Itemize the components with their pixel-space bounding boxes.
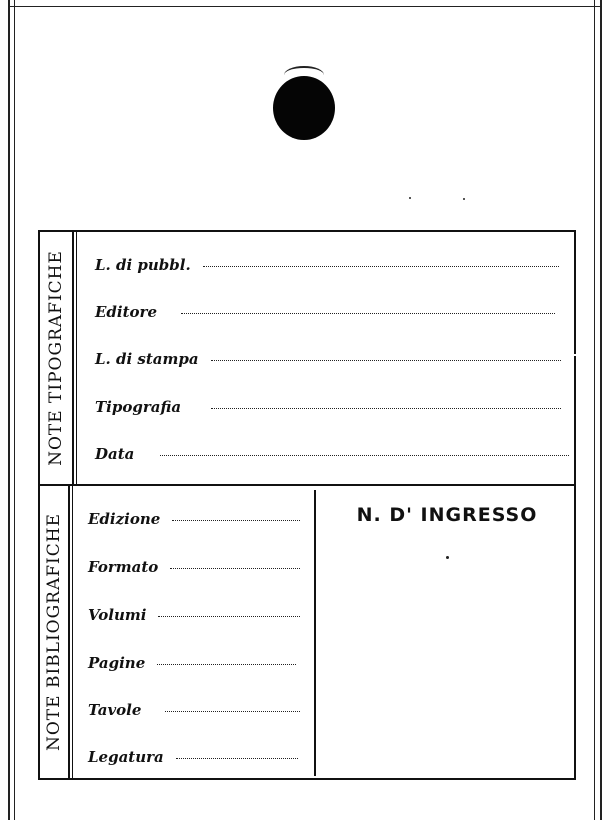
field-label: L. di stampa [95,350,199,368]
fill-in-line [157,663,296,665]
field-label: Tipografia [95,398,182,416]
field-label: Tavole [88,701,142,719]
box-right-border-top [574,230,576,354]
field-label: Edizione [88,510,161,528]
field-label: Volumi [88,606,147,624]
field-legatura [88,748,298,766]
field-tavole [88,701,300,719]
field-label: Pagine [88,654,146,672]
field-label: L. di pubbl. [95,256,191,274]
bibliografiche-section-label [42,486,66,778]
card-left-border-inner [14,0,15,820]
ink-speck [446,556,449,559]
card-top-border [8,6,602,7]
tipografiche-label-rule-inner [76,232,77,484]
field-label: Data [95,445,135,463]
fill-in-line [160,454,569,456]
box-left-border [38,230,40,780]
fill-in-line [176,757,298,759]
field-editore [95,303,555,321]
field-volumi [88,606,300,624]
ink-speck [463,198,465,200]
box-bottom-border [38,778,576,780]
field-formato [88,558,300,576]
punch-hole [273,76,335,140]
ink-speck [409,197,411,199]
tipografiche-section-label [44,232,68,484]
ingresso-column-divider [314,490,316,776]
box-right-border-bottom [574,356,576,780]
field-pagine [88,654,296,672]
field-label: Editore [95,303,157,321]
tipografiche-label-rule [72,232,74,484]
bibliografiche-label-text: NOTE BIBLIOGRAFICHE [44,512,64,752]
box-top-border [38,230,576,232]
fill-in-line [211,407,561,409]
field-label: Formato [88,558,159,576]
fill-in-line [172,519,300,521]
field-luogo-stampa [95,350,561,368]
card-right-border [600,0,602,820]
field-edizione [88,510,300,528]
field-label: Legatura [88,748,164,766]
bibliografiche-label-rule [68,486,70,778]
fill-in-line [181,312,555,314]
fill-in-line [203,265,559,267]
fill-in-line [158,615,300,617]
card-right-border-inner [594,0,595,820]
field-luogo-pubblicazione [95,256,559,274]
numero-ingresso-heading: N. D' INGRESSO [356,504,538,526]
field-data [95,445,569,463]
fill-in-line [211,359,561,361]
card-left-border [8,0,10,820]
section-divider [38,484,576,486]
bibliografiche-label-rule-inner [72,486,73,778]
field-tipografia [95,398,561,416]
tipografiche-label-text: NOTE TIPOGRAFICHE [46,250,66,466]
fill-in-line [165,710,300,712]
fill-in-line [170,567,300,569]
